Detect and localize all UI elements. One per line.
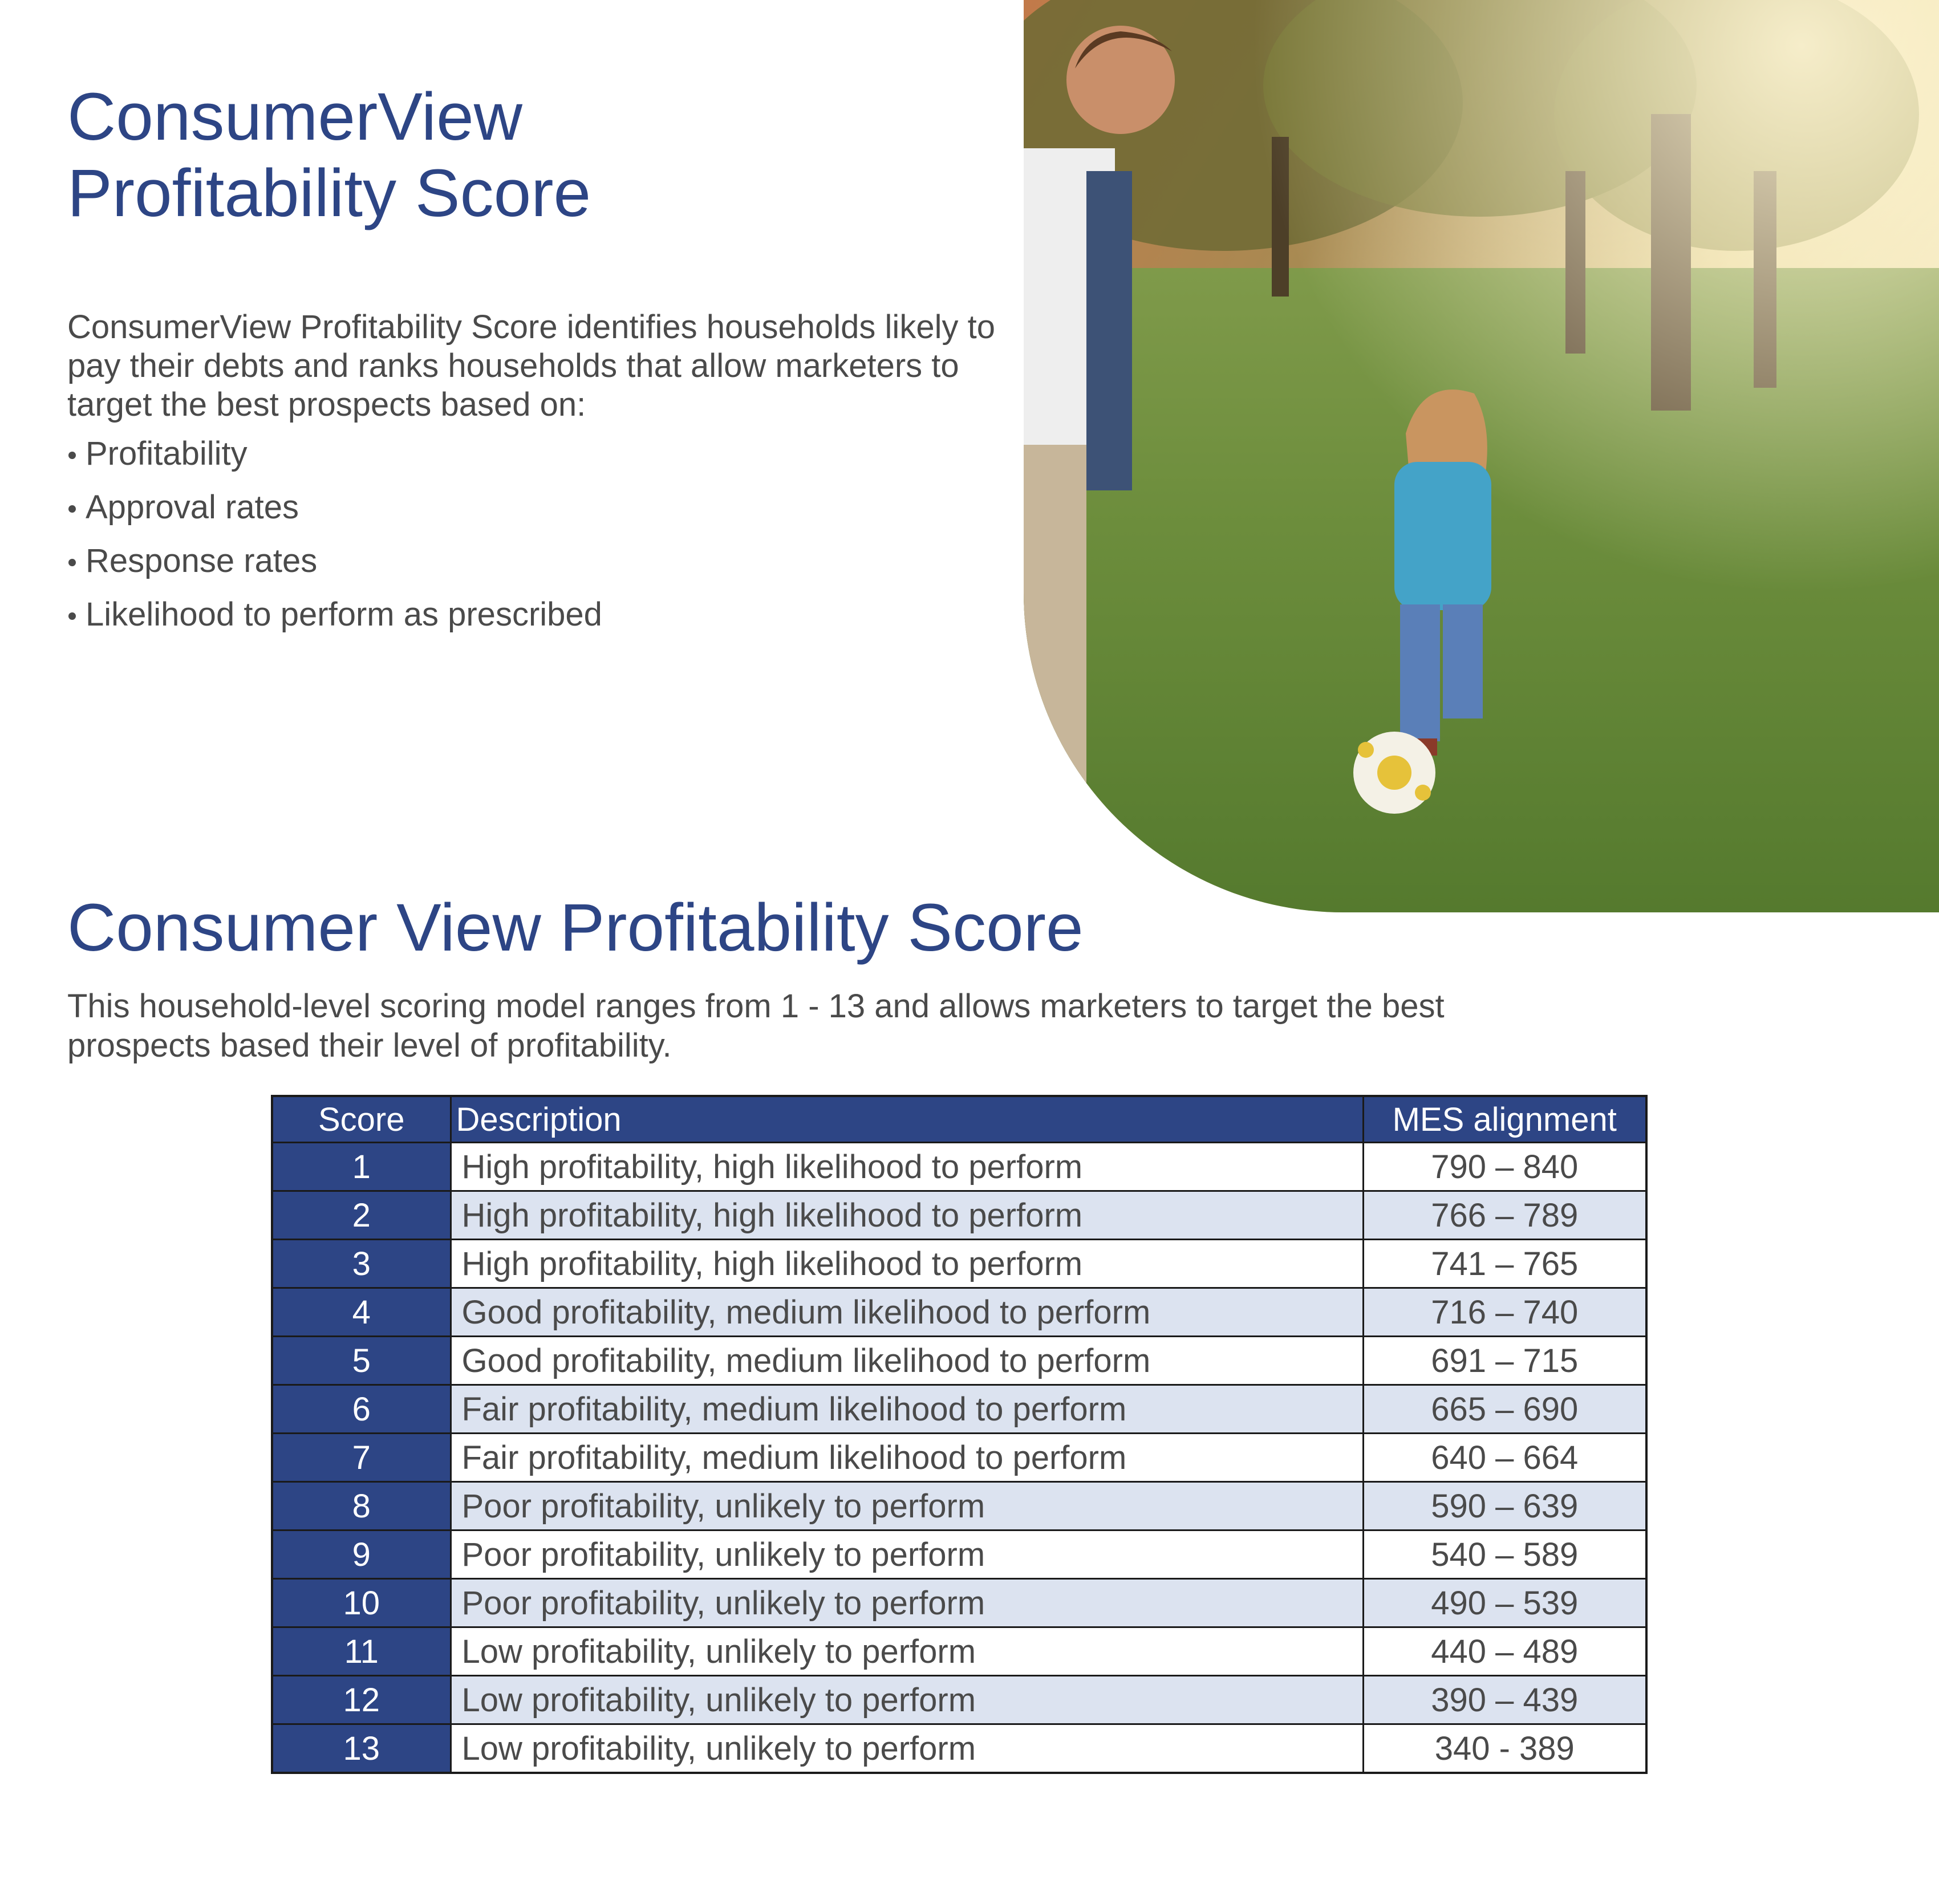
description-cell: Fair profitability, medium likelihood to perform (451, 1434, 1363, 1482)
feature-list-item: Profitability (67, 435, 1003, 488)
table-header-row (272, 1096, 1646, 1143)
table-row (272, 1191, 1646, 1240)
description-cell: High profitability, high likelihood to perform (451, 1143, 1363, 1191)
profitability-score-table (271, 1095, 1648, 1774)
page-title-line-1: ConsumerView (67, 79, 522, 155)
description-cell: Low profitability, unlikely to perform (451, 1676, 1363, 1724)
bullet-dot-icon (68, 559, 76, 566)
description-cell: Poor profitability, unlikely to perform (451, 1579, 1363, 1627)
description-cell: High profitability, high likelihood to perform (451, 1191, 1363, 1240)
intro-section (67, 308, 1003, 649)
mes-cell: 390 – 439 (1363, 1676, 1646, 1724)
score-cell: 10 (272, 1579, 451, 1627)
table-row (272, 1482, 1646, 1530)
column-header-score: Score (272, 1096, 451, 1143)
hero-photo (1024, 0, 1939, 912)
mes-cell: 490 – 539 (1363, 1579, 1646, 1627)
bullet-dot-icon (68, 505, 76, 513)
feature-list-item: Likelihood to perform as prescribed (67, 595, 1003, 649)
score-cell: 9 (272, 1530, 451, 1579)
score-cell: 5 (272, 1337, 451, 1385)
score-cell: 6 (272, 1385, 451, 1434)
table-row (272, 1676, 1646, 1724)
table-row (272, 1385, 1646, 1434)
table-row (272, 1530, 1646, 1579)
mes-cell: 691 – 715 (1363, 1337, 1646, 1385)
mes-cell: 716 – 740 (1363, 1288, 1646, 1337)
page-title-line-2: Profitability Score (67, 156, 591, 231)
page-title (67, 79, 957, 232)
description-cell: High profitability, high likelihood to perform (451, 1240, 1363, 1288)
score-cell: 7 (272, 1434, 451, 1482)
mes-cell: 440 – 489 (1363, 1627, 1646, 1676)
score-cell: 11 (272, 1627, 451, 1676)
score-cell: 4 (272, 1288, 451, 1337)
score-cell: 8 (272, 1482, 451, 1530)
description-cell: Fair profitability, medium likelihood to perform (451, 1385, 1363, 1434)
section-title: Consumer View Profitability Score (67, 890, 1084, 965)
feature-list-item: Response rates (67, 542, 1003, 595)
mes-cell: 665 – 690 (1363, 1385, 1646, 1434)
mes-cell: 540 – 589 (1363, 1530, 1646, 1579)
score-cell: 13 (272, 1724, 451, 1773)
description-cell: Low profitability, unlikely to perform (451, 1724, 1363, 1773)
mes-cell: 590 – 639 (1363, 1482, 1646, 1530)
table-row (272, 1143, 1646, 1191)
mes-cell: 741 – 765 (1363, 1240, 1646, 1288)
table-row (272, 1288, 1646, 1337)
description-cell: Good profitability, medium likelihood to perform (451, 1337, 1363, 1385)
feature-list-item: Approval rates (67, 488, 1003, 542)
score-cell: 2 (272, 1191, 451, 1240)
mes-cell: 790 – 840 (1363, 1143, 1646, 1191)
column-header-mes-alignment: MES alignment (1363, 1096, 1646, 1143)
bullet-dot-icon (68, 452, 76, 459)
title-block (67, 79, 957, 232)
table-row (272, 1434, 1646, 1482)
table-row (272, 1627, 1646, 1676)
bullet-dot-icon (68, 612, 76, 620)
score-cell: 3 (272, 1240, 451, 1288)
description-cell: Poor profitability, unlikely to perform (451, 1530, 1363, 1579)
table-row (272, 1724, 1646, 1773)
score-cell: 1 (272, 1143, 451, 1191)
table-row (272, 1337, 1646, 1385)
description-cell: Good profitability, medium likelihood to perform (451, 1288, 1363, 1337)
intro-paragraph: ConsumerView Profitability Score identifies households likely to pay their debts and ranks households that allow marketers to target the best prospects based on: (67, 308, 995, 423)
mes-cell: 640 – 664 (1363, 1434, 1646, 1482)
table-row (272, 1579, 1646, 1627)
description-cell: Low profitability, unlikely to perform (451, 1627, 1363, 1676)
father-daughter-soccer-photo (1024, 0, 1939, 912)
column-header-description: Description (451, 1096, 1363, 1143)
mes-cell: 766 – 789 (1363, 1191, 1646, 1240)
mes-cell: 340 - 389 (1363, 1724, 1646, 1773)
section-description: This household-level scoring model ranges from 1 - 13 and allows marketers to target the best prospects based their level of profitability. (67, 988, 1445, 1064)
feature-list (67, 435, 1003, 649)
description-cell: Poor profitability, unlikely to perform (451, 1482, 1363, 1530)
table-row (272, 1240, 1646, 1288)
score-cell: 12 (272, 1676, 451, 1724)
